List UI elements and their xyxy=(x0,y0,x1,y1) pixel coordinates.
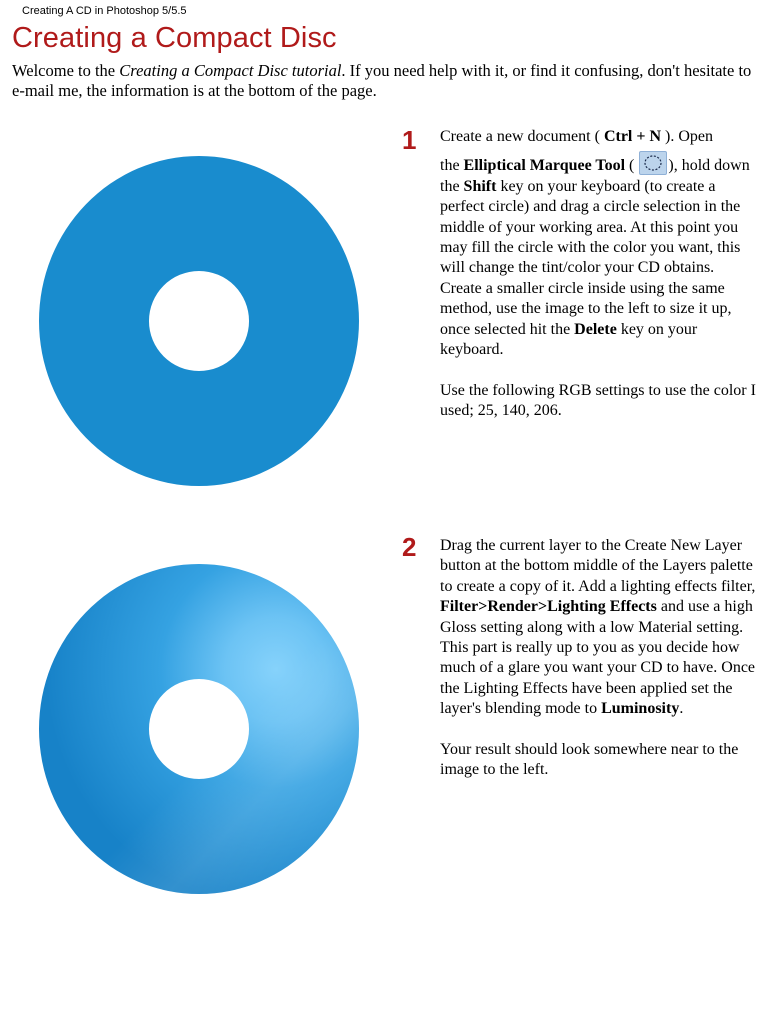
text: ), hold down the xyxy=(440,157,750,195)
step-number-2: 2 xyxy=(402,532,417,562)
text: . xyxy=(679,700,684,718)
step-1-rgb-note: Use the following RGB settings to use the color I used; 25, 140, 206. xyxy=(440,381,756,420)
step-1-text xyxy=(440,127,758,422)
glossy-cd-image xyxy=(38,563,360,895)
text: ( xyxy=(625,157,639,175)
text: the xyxy=(440,157,464,175)
delete-key: Delete xyxy=(574,320,617,338)
step-1-line-1 xyxy=(440,127,758,147)
flat-cd-image xyxy=(38,155,360,487)
text: key on your keyboard (to create a perfect circle) and drag a circle selection in the middle of your working area. At this point you may fill the circle with the color you want, this will change the tint/color your CD obtains. Create a smaller circle inside using the same method, use the image to the left to size it up, once selected hit the xyxy=(440,177,741,338)
text: ). Open xyxy=(661,128,714,145)
text: key on your keyboard. xyxy=(440,320,698,359)
step-1-instructions xyxy=(440,151,758,360)
flat-cd-ring xyxy=(39,156,359,486)
page-title: Creating a Compact Disc xyxy=(12,22,337,54)
shift-key: Shift xyxy=(463,177,497,195)
step-2-instructions xyxy=(440,536,758,720)
intro-paragraph xyxy=(12,61,752,101)
ctrl-n-shortcut: Ctrl + N xyxy=(603,128,662,145)
intro-text-after: . If you need help with it, or find it confusing, don't hesitate to e-mail me, the information is at the bottom of the page. xyxy=(12,61,752,100)
step-2-result-note: Your result should look somewhere near to the image to the left. xyxy=(440,741,739,779)
text: Drag the current layer to the Create New Layer button at the bottom middle of the Layers palette to create a copy of it. Add a lighting effects filter, xyxy=(440,537,756,595)
lighting-effects-menu-path: Filter>Render>Lighting Effects xyxy=(440,598,657,616)
text: and use a high Gloss setting along with a low Material setting. This part is really up to you as you decide how much of a glare you want your CD to have. Once the Lighting Effects have been applied set the layer's blending mode to xyxy=(440,598,756,718)
intro-tutorial-name: Creating a Compact Disc tutorial xyxy=(119,61,342,80)
intro-text-before: Welcome to the xyxy=(12,61,120,80)
step-number-1: 1 xyxy=(402,125,417,155)
elliptical-marquee-icon xyxy=(639,151,667,175)
running-header: Creating A CD in Photoshop 5/5.5 xyxy=(22,5,187,17)
step-2-text xyxy=(440,536,758,781)
text: Create a new document ( xyxy=(440,128,604,145)
glossy-cd-sheen xyxy=(39,564,359,894)
elliptical-marquee-tool-name: Elliptical Marquee Tool xyxy=(463,157,626,175)
luminosity-mode: Luminosity xyxy=(601,700,680,718)
